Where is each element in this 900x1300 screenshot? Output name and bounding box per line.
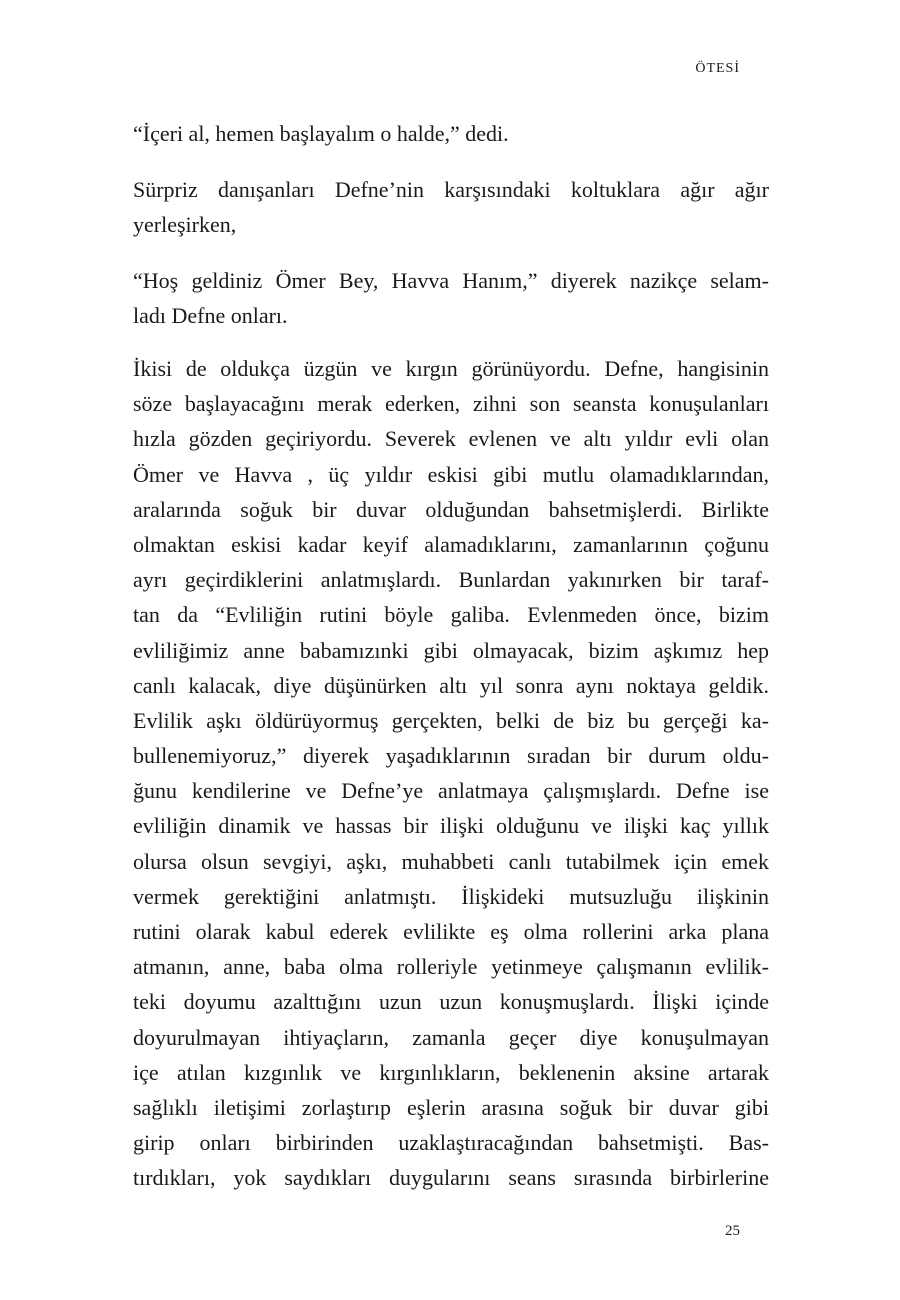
text-line: Sürpriz danışanları Defne’nin karşısındaki koltuklara ağır ağır xyxy=(133,177,769,202)
text-line: Evlilik aşkı öldürüyormuş gerçekten, belki de biz bu gerçeği ka- xyxy=(133,707,769,733)
text-line: yerleşirken, xyxy=(133,212,237,238)
paragraph-4 xyxy=(133,351,769,1196)
text-line: atmanın, anne, baba olma rolleriyle yetinmeye çalışmanın evlilik- xyxy=(133,954,769,980)
text-line: vermek gerektiğini anlatmıştı. İlişkideki mutsuzluğu ilişkinin xyxy=(133,883,769,909)
text-line: olmaktan eskisi kadar keyif alamadıklarını, zamanlarının çoğunu xyxy=(133,531,769,557)
text-line: girip onları birbirinden uzaklaştıracağından bahsetmişti. Bas- xyxy=(133,1130,769,1156)
paragraph-2 xyxy=(133,172,769,242)
text-line: içe atılan kızgınlık ve kırgınlıkların, beklenenin aksine artarak xyxy=(133,1059,769,1085)
text-line: Ömer ve Havva , üç yıldır eskisi gibi mutlu olamadıklarından, xyxy=(133,461,769,487)
paragraph-3 xyxy=(133,263,769,333)
text-line: olursa olsun sevgiyi, aşkı, muhabbeti canlı tutabilmek için emek xyxy=(133,848,769,874)
text-line: teki doyumu azalttığını uzun uzun konuşmuşlardı. İlişki içinde xyxy=(133,989,769,1015)
text-line: evliliğin dinamik ve hassas bir ilişki olduğunu ve ilişki kaç yıllık xyxy=(133,813,769,839)
paragraph-1 xyxy=(133,116,769,151)
text-line: ladı Defne onları. xyxy=(133,303,288,329)
text-line: söze başlayacağını merak ederken, zihni son seansta konuşulanları xyxy=(133,391,769,417)
text-line: evliliğimiz anne babamızınki gibi olmayacak, bizim aşkımız hep xyxy=(133,637,769,663)
running-header: ÖTESİ xyxy=(695,61,740,76)
text-line: rutini olarak kabul ederek evlilikte eş olma rollerini arka plana xyxy=(133,919,769,944)
text-line: İkisi de oldukça üzgün ve kırgın görünüyordu. Defne, hangisinin xyxy=(133,356,769,381)
text-line: hızla gözden geçiriyordu. Severek evlenen ve altı yıldır evli olan xyxy=(133,426,769,452)
text-line: aralarında soğuk bir duvar olduğundan bahsetmişlerdi. Birlikte xyxy=(133,496,769,522)
text-line: canlı kalacak, diye düşünürken altı yıl sonra aynı noktaya geldik. xyxy=(133,672,769,698)
text-line: tan da “Evliliğin rutini böyle galiba. Evlenmeden önce, bizim xyxy=(133,602,769,628)
text-line: doyurulmayan ihtiyaçların, zamanla geçer diye konuşulmayan xyxy=(133,1024,769,1050)
text-line: ayrı geçirdiklerini anlatmışlardı. Bunlardan yakınırken bir taraf- xyxy=(133,567,769,593)
text-line: ğunu kendilerine ve Defne’ye anlatmaya çalışmışlardı. Defne ise xyxy=(133,778,769,804)
text-line: “Hoş geldiniz Ömer Bey, Havva Hanım,” diyerek nazikçe selam- xyxy=(133,268,769,293)
text-line: sağlıklı iletişimi zorlaştırıp eşlerin arasına soğuk bir duvar gibi xyxy=(133,1094,769,1120)
text-line: bullenemiyoruz,” diyerek yaşadıklarının sıradan bir durum oldu- xyxy=(133,743,769,769)
page-number: 25 xyxy=(725,1223,740,1239)
text-line: “İçeri al, hemen başlayalım o halde,” dedi. xyxy=(133,121,509,146)
text-line: tırdıkları, yok saydıkları duygularını seans sırasında birbirlerine xyxy=(133,1165,769,1191)
